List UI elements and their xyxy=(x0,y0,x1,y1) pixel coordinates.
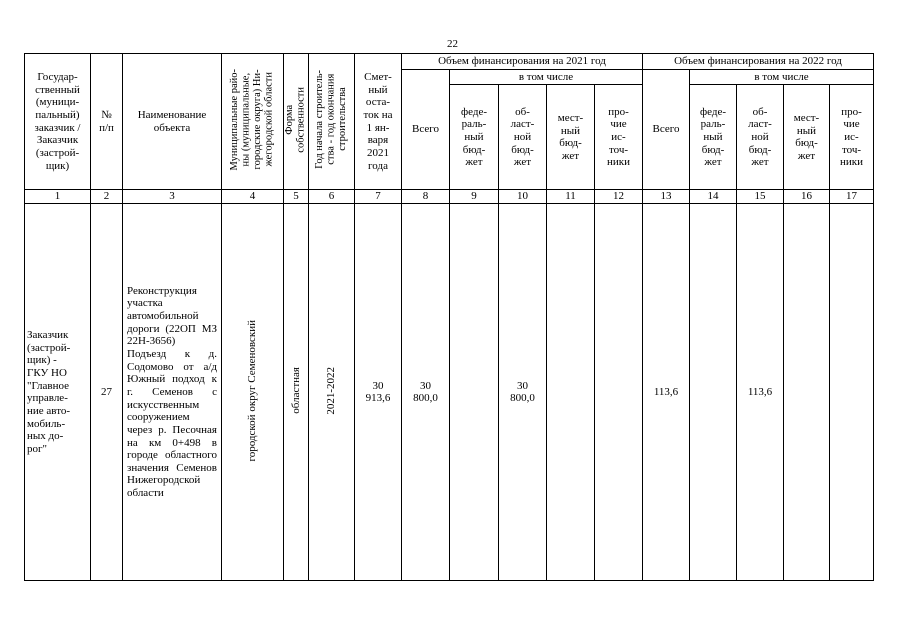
column-number: 16 xyxy=(784,190,830,204)
row-object-name: Реконструкция участка автомобильной дороги (22ОП МЗ 22Н-3656) Подъезд к д. Содомово от а/д Южный подход к г. Семенов с искусственным сооружением через р. Песочная на км 0+498 в городе областного значения Семенов Нижегородской области xyxy=(123,204,222,581)
column-number: 1 xyxy=(25,190,91,204)
column-number: 7 xyxy=(355,190,402,204)
row-local-2021 xyxy=(547,204,595,581)
page-number: 22 xyxy=(447,38,458,50)
row-other-2021 xyxy=(595,204,643,581)
table-row xyxy=(25,204,874,581)
header-regional-2022: об- ласт- ной бюд- жет xyxy=(737,85,784,190)
row-local-2022 xyxy=(784,204,830,581)
column-number: 3 xyxy=(123,190,222,204)
row-federal-2022 xyxy=(690,204,737,581)
header-remainder: Смет- ный оста- ток на 1 ян- варя 2021 года xyxy=(355,54,402,190)
row-ownership: областная xyxy=(284,204,309,581)
header-total-2021: Всего xyxy=(402,69,450,190)
column-number: 2 xyxy=(91,190,123,204)
header-local-2022: мест- ный бюд- жет xyxy=(784,85,830,190)
header-incl-2022: в том числе xyxy=(690,69,874,85)
header-incl-2021: в том числе xyxy=(450,69,643,85)
header-ownership: Форма собственности xyxy=(284,54,309,190)
column-number: 15 xyxy=(737,190,784,204)
header-local-2021: мест- ный бюд- жет xyxy=(547,85,595,190)
header-fin-2021: Объем финансирования на 2021 год xyxy=(402,54,643,70)
header-customer: Государ- ственный (муници- пальный) заказчик / Заказчик (застрой- щик) xyxy=(25,54,91,190)
column-number-row xyxy=(25,190,874,204)
row-customer: Заказчик (застрой- щик) - ГКУ НО "Главное управле- ние авто- мобиль- ных до- рог" xyxy=(25,204,91,581)
row-years: 2021-2022 xyxy=(309,204,355,581)
row-remainder: 30 913,6 xyxy=(355,204,402,581)
row-num: 27 xyxy=(91,204,123,581)
header-municipality: Муниципальные райо- ны (муниципальные, городские округа) Ни- жегородской области xyxy=(222,54,284,190)
header-fin-2022: Объем финансирования на 2022 год xyxy=(643,54,874,70)
column-number: 9 xyxy=(450,190,499,204)
column-number: 12 xyxy=(595,190,643,204)
header-other-2022: про- чие ис- точ- ники xyxy=(830,85,874,190)
header-regional-2021: об- ласт- ной бюд- жет xyxy=(499,85,547,190)
header-federal-2022: феде- раль- ный бюд- жет xyxy=(690,85,737,190)
column-number: 17 xyxy=(830,190,874,204)
column-number: 13 xyxy=(643,190,690,204)
financing-table xyxy=(24,53,874,581)
row-other-2022 xyxy=(830,204,874,581)
row-total-2022: 113,6 xyxy=(643,204,690,581)
column-number: 8 xyxy=(402,190,450,204)
row-total-2021: 30 800,0 xyxy=(402,204,450,581)
column-number: 10 xyxy=(499,190,547,204)
header-total-2022: Всего xyxy=(643,69,690,190)
row-regional-2022: 113,6 xyxy=(737,204,784,581)
column-number: 4 xyxy=(222,190,284,204)
column-number: 14 xyxy=(690,190,737,204)
column-number: 11 xyxy=(547,190,595,204)
row-municipality: городской округ Семеновский xyxy=(222,204,284,581)
column-number: 6 xyxy=(309,190,355,204)
header-num: № п/п xyxy=(91,54,123,190)
header-years: Год начала строитель- ства - год окончания строительства xyxy=(309,54,355,190)
header-federal-2021: феде- раль- ный бюд- жет xyxy=(450,85,499,190)
row-regional-2021: 30 800,0 xyxy=(499,204,547,581)
header-object-name: Наименование объекта xyxy=(123,54,222,190)
row-federal-2021 xyxy=(450,204,499,581)
header-other-2021: про- чие ис- точ- ники xyxy=(595,85,643,190)
column-number: 5 xyxy=(284,190,309,204)
